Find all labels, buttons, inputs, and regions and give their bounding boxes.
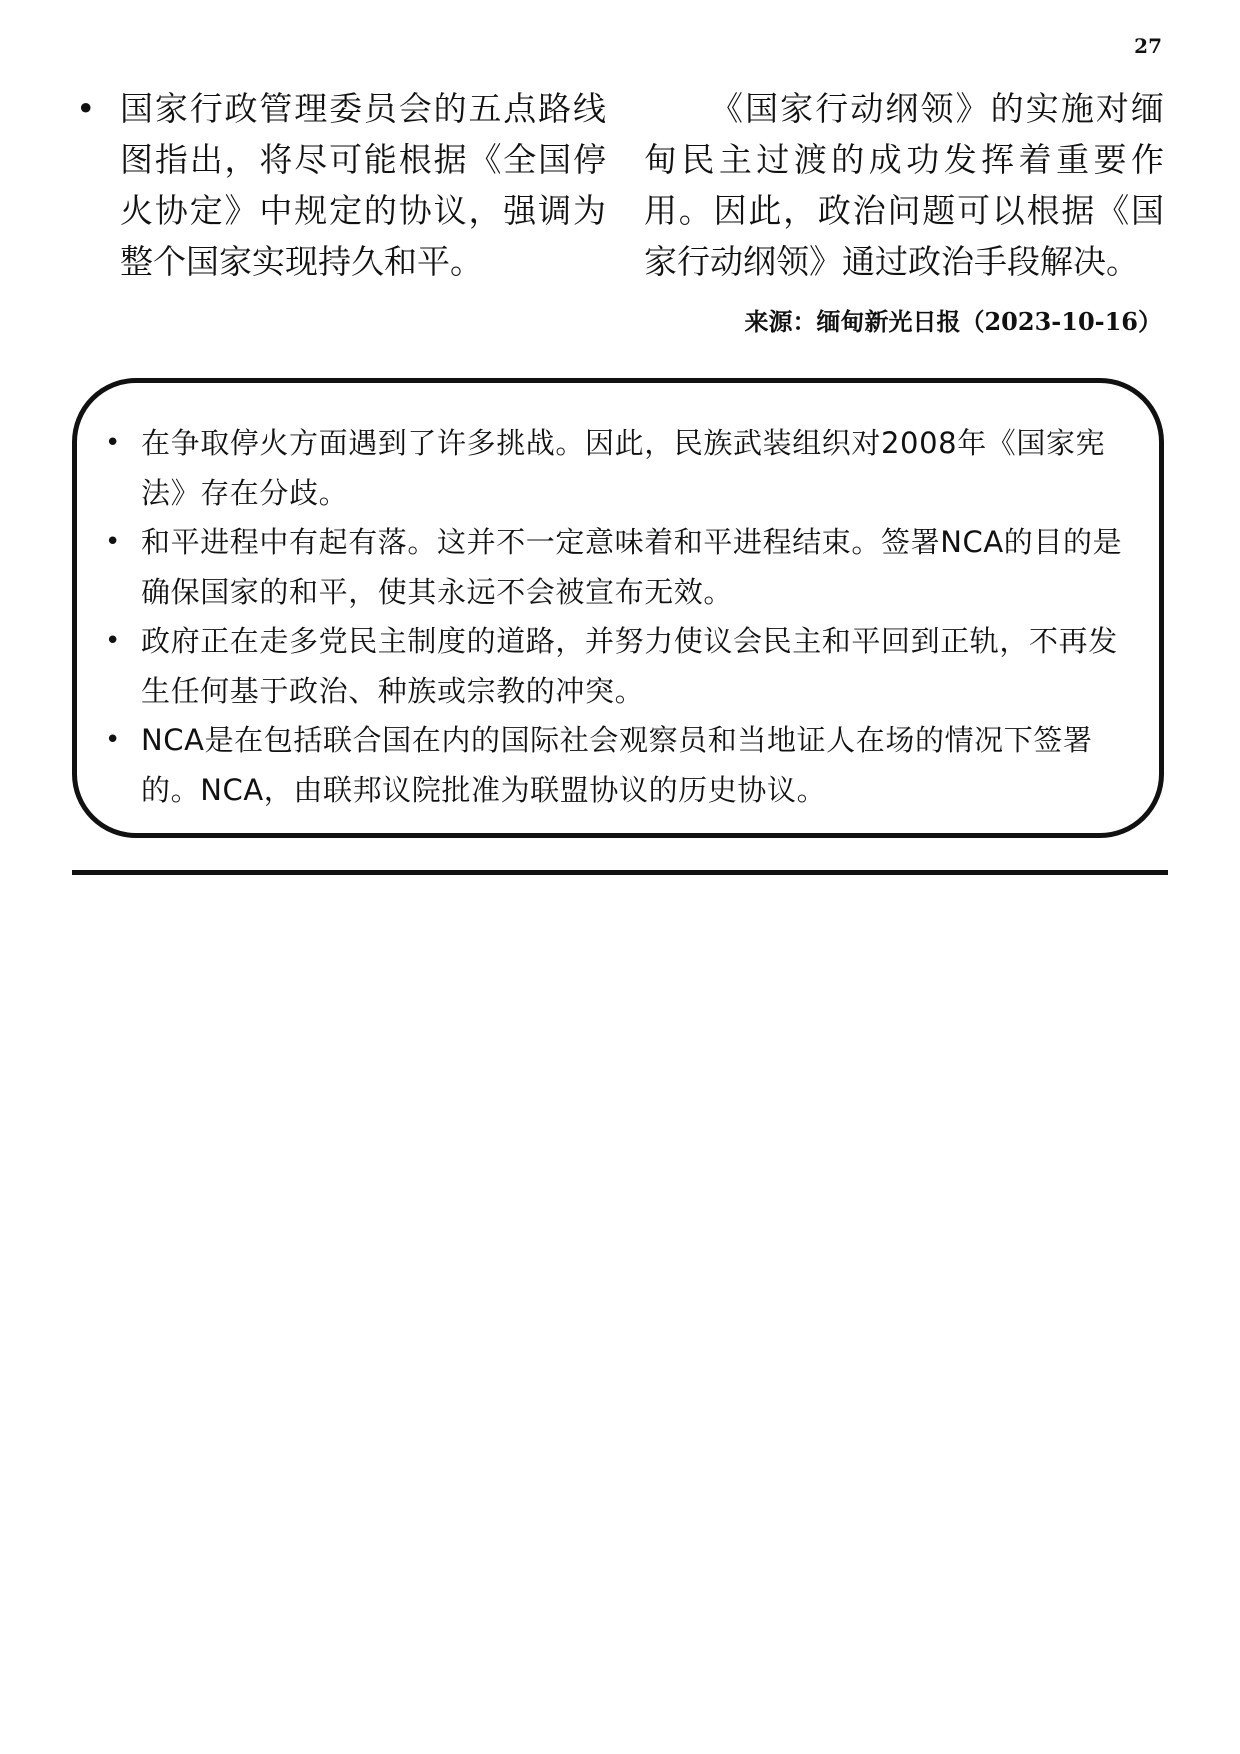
source-citation: 来源：缅甸新光日报（2023-10-16） [744,307,1162,336]
summary-item-text: 政府正在走多党民主制度的道路，并努力使议会民主和平回到正轨，不再发生任何基于政治、种族或宗教的冲突。 [141,624,1118,708]
bullet-marker: • [105,725,121,755]
page-number: 27 [1134,34,1162,58]
summary-list-item [105,716,1141,815]
bullet-marker: • [105,626,121,656]
section-divider-rule [72,870,1168,875]
right-column-paragraph: 《国家行动纲领》的实施对缅甸民主过渡的成功发挥着重要作用。因此，政治问题可以根据《国家行动纲领》通过政治手段解决。 [644,89,1164,281]
summary-callout-box [72,378,1164,838]
summary-item-text: 和平进程中有起有落。这并不一定意味着和平进程结束。签署NCA的目的是确保国家的和平，使其永远不会被宣布无效。 [141,525,1123,609]
left-column-paragraph [76,83,606,287]
summary-item-text: NCA是在包括联合国在内的国际社会观察员和当地证人在场的情况下签署的。NCA，由联邦议院批准为联盟协议的历史协议。 [141,723,1093,807]
summary-list-item [105,518,1141,617]
summary-list-item [105,419,1141,518]
summary-item-text: 在争取停火方面遇到了许多挑战。因此，民族武装组织对2008年《国家宪法》存在分歧。 [141,426,1106,510]
summary-list-item [105,617,1141,716]
bullet-marker: • [105,527,121,557]
left-column-text: 国家行政管理委员会的五点路线图指出，将尽可能根据《全国停火协定》中规定的协议，强调为整个国家实现持久和平。 [120,89,606,281]
bullet-marker: • [76,89,96,128]
bullet-marker: • [105,428,121,458]
summary-list [105,419,1141,815]
